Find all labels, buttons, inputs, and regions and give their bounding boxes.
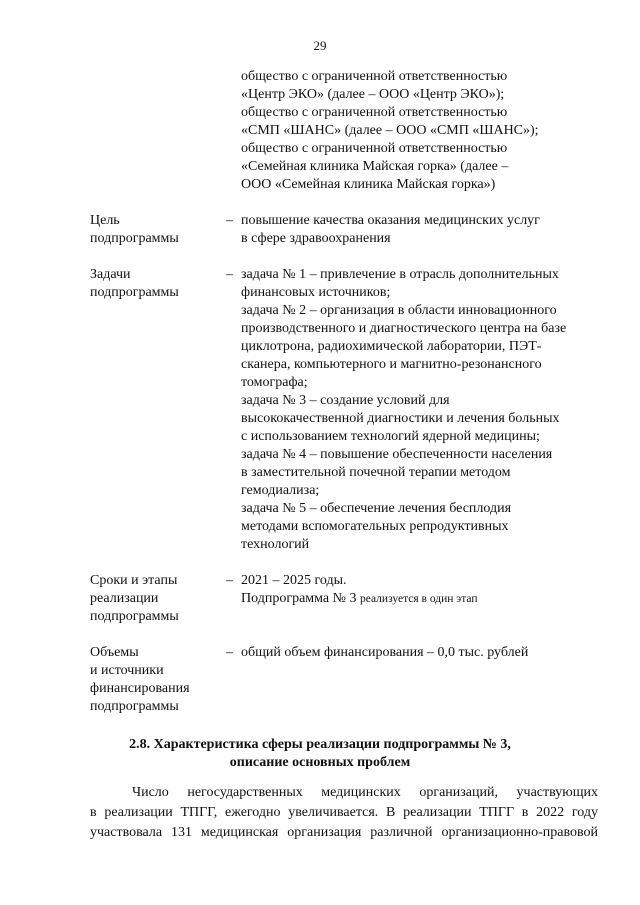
row-value-line: технологий [241,537,310,552]
row-value-line: высококачественной диагностики и лечения больных [241,411,560,426]
row-dash: – [226,213,233,228]
row-label: подпрограммы [90,699,179,714]
row-value-line: методами вспомогательных репродуктивных [241,519,509,534]
body-line: участвовала 131 медицинская организация различной организационно-правовой [90,825,598,840]
row-value-note [241,590,477,608]
row-value-line: задача № 2 – организация в области инновационного [241,303,557,318]
row-label: подпрограммы [90,609,179,624]
row-dash: – [226,573,233,588]
row-value-line: сканера, компьютерного и магнитно-резонансного [241,357,542,372]
row-label: финансирования [90,681,190,696]
intro-line: общество с ограниченной ответственностью [241,105,508,120]
row-value-line: задача № 3 – создание условий для [241,393,450,408]
intro-line: общество с ограниченной ответственностью [241,69,508,84]
row-label: Сроки и этапы [90,573,178,588]
row-value-line: производственного и диагностического центра на базе [241,321,567,336]
row-label: подпрограммы [90,285,179,300]
intro-line: «СМП «ШАНС» (далее – ООО «СМП «ШАНС»); [241,123,539,138]
row-label: реализации [90,591,159,606]
body-line: Число негосударственных медицинских организаций, участвующих [132,785,598,800]
intro-line: ООО «Семейная клиника Майская горка») [241,177,496,192]
section-heading: 2.8. Характеристика сферы реализации подпрограммы № 3, [129,737,511,752]
row-value-line: в заместительной почечной терапии методом [241,465,511,480]
row-label: подпрограммы [90,231,179,246]
row-dash: – [226,267,233,282]
row-value-line: гемодиализа; [241,483,320,498]
note-main: Подпрограмма № 3 [241,591,357,606]
intro-line: «Семейная клиника Майская горка» (далее – [241,159,509,174]
body-paragraph [90,783,598,843]
row-label: Цель [90,213,120,228]
row-value-line: общий объем финансирования – 0,0 тыс. рублей [241,645,529,660]
row-value-line: задача № 4 – повышение обеспеченности населения [241,447,553,462]
row-value-line: томографа; [241,375,308,390]
row-label: Задачи [90,267,131,282]
note-small: реализуется в один этап [359,593,478,605]
row-value-line: 2021 – 2025 годы. [241,573,347,588]
row-value-line: задача № 5 – обеспечение лечения бесплодия [241,501,512,516]
intro-line: «Центр ЭКО» (далее – ООО «Центр ЭКО»); [241,87,505,102]
row-value-line: задача № 1 – привлечение в отрасль дополнительных [241,267,559,282]
row-value-line: с использованием технологий ядерной медицины; [241,429,540,444]
page-number: 29 [313,38,327,53]
body-line: в реализации ТПГГ, ежегодно увеличивается. В реализации ТПГГ в 2022 году [90,805,598,820]
row-value-line: в сфере здравоохранения [241,231,391,246]
section-heading: описание основных проблем [229,755,411,770]
row-label: Объемы [90,645,139,660]
row-dash: – [226,645,233,660]
row-value-line: повышение качества оказания медицинских услуг [241,213,540,228]
row-label: и источники [90,663,164,678]
row-value-line: финансовых источников; [241,285,391,300]
intro-line: общество с ограниченной ответственностью [241,141,508,156]
row-value-line: циклотрона, радиохимической лаборатории, ПЭТ- [241,339,542,354]
